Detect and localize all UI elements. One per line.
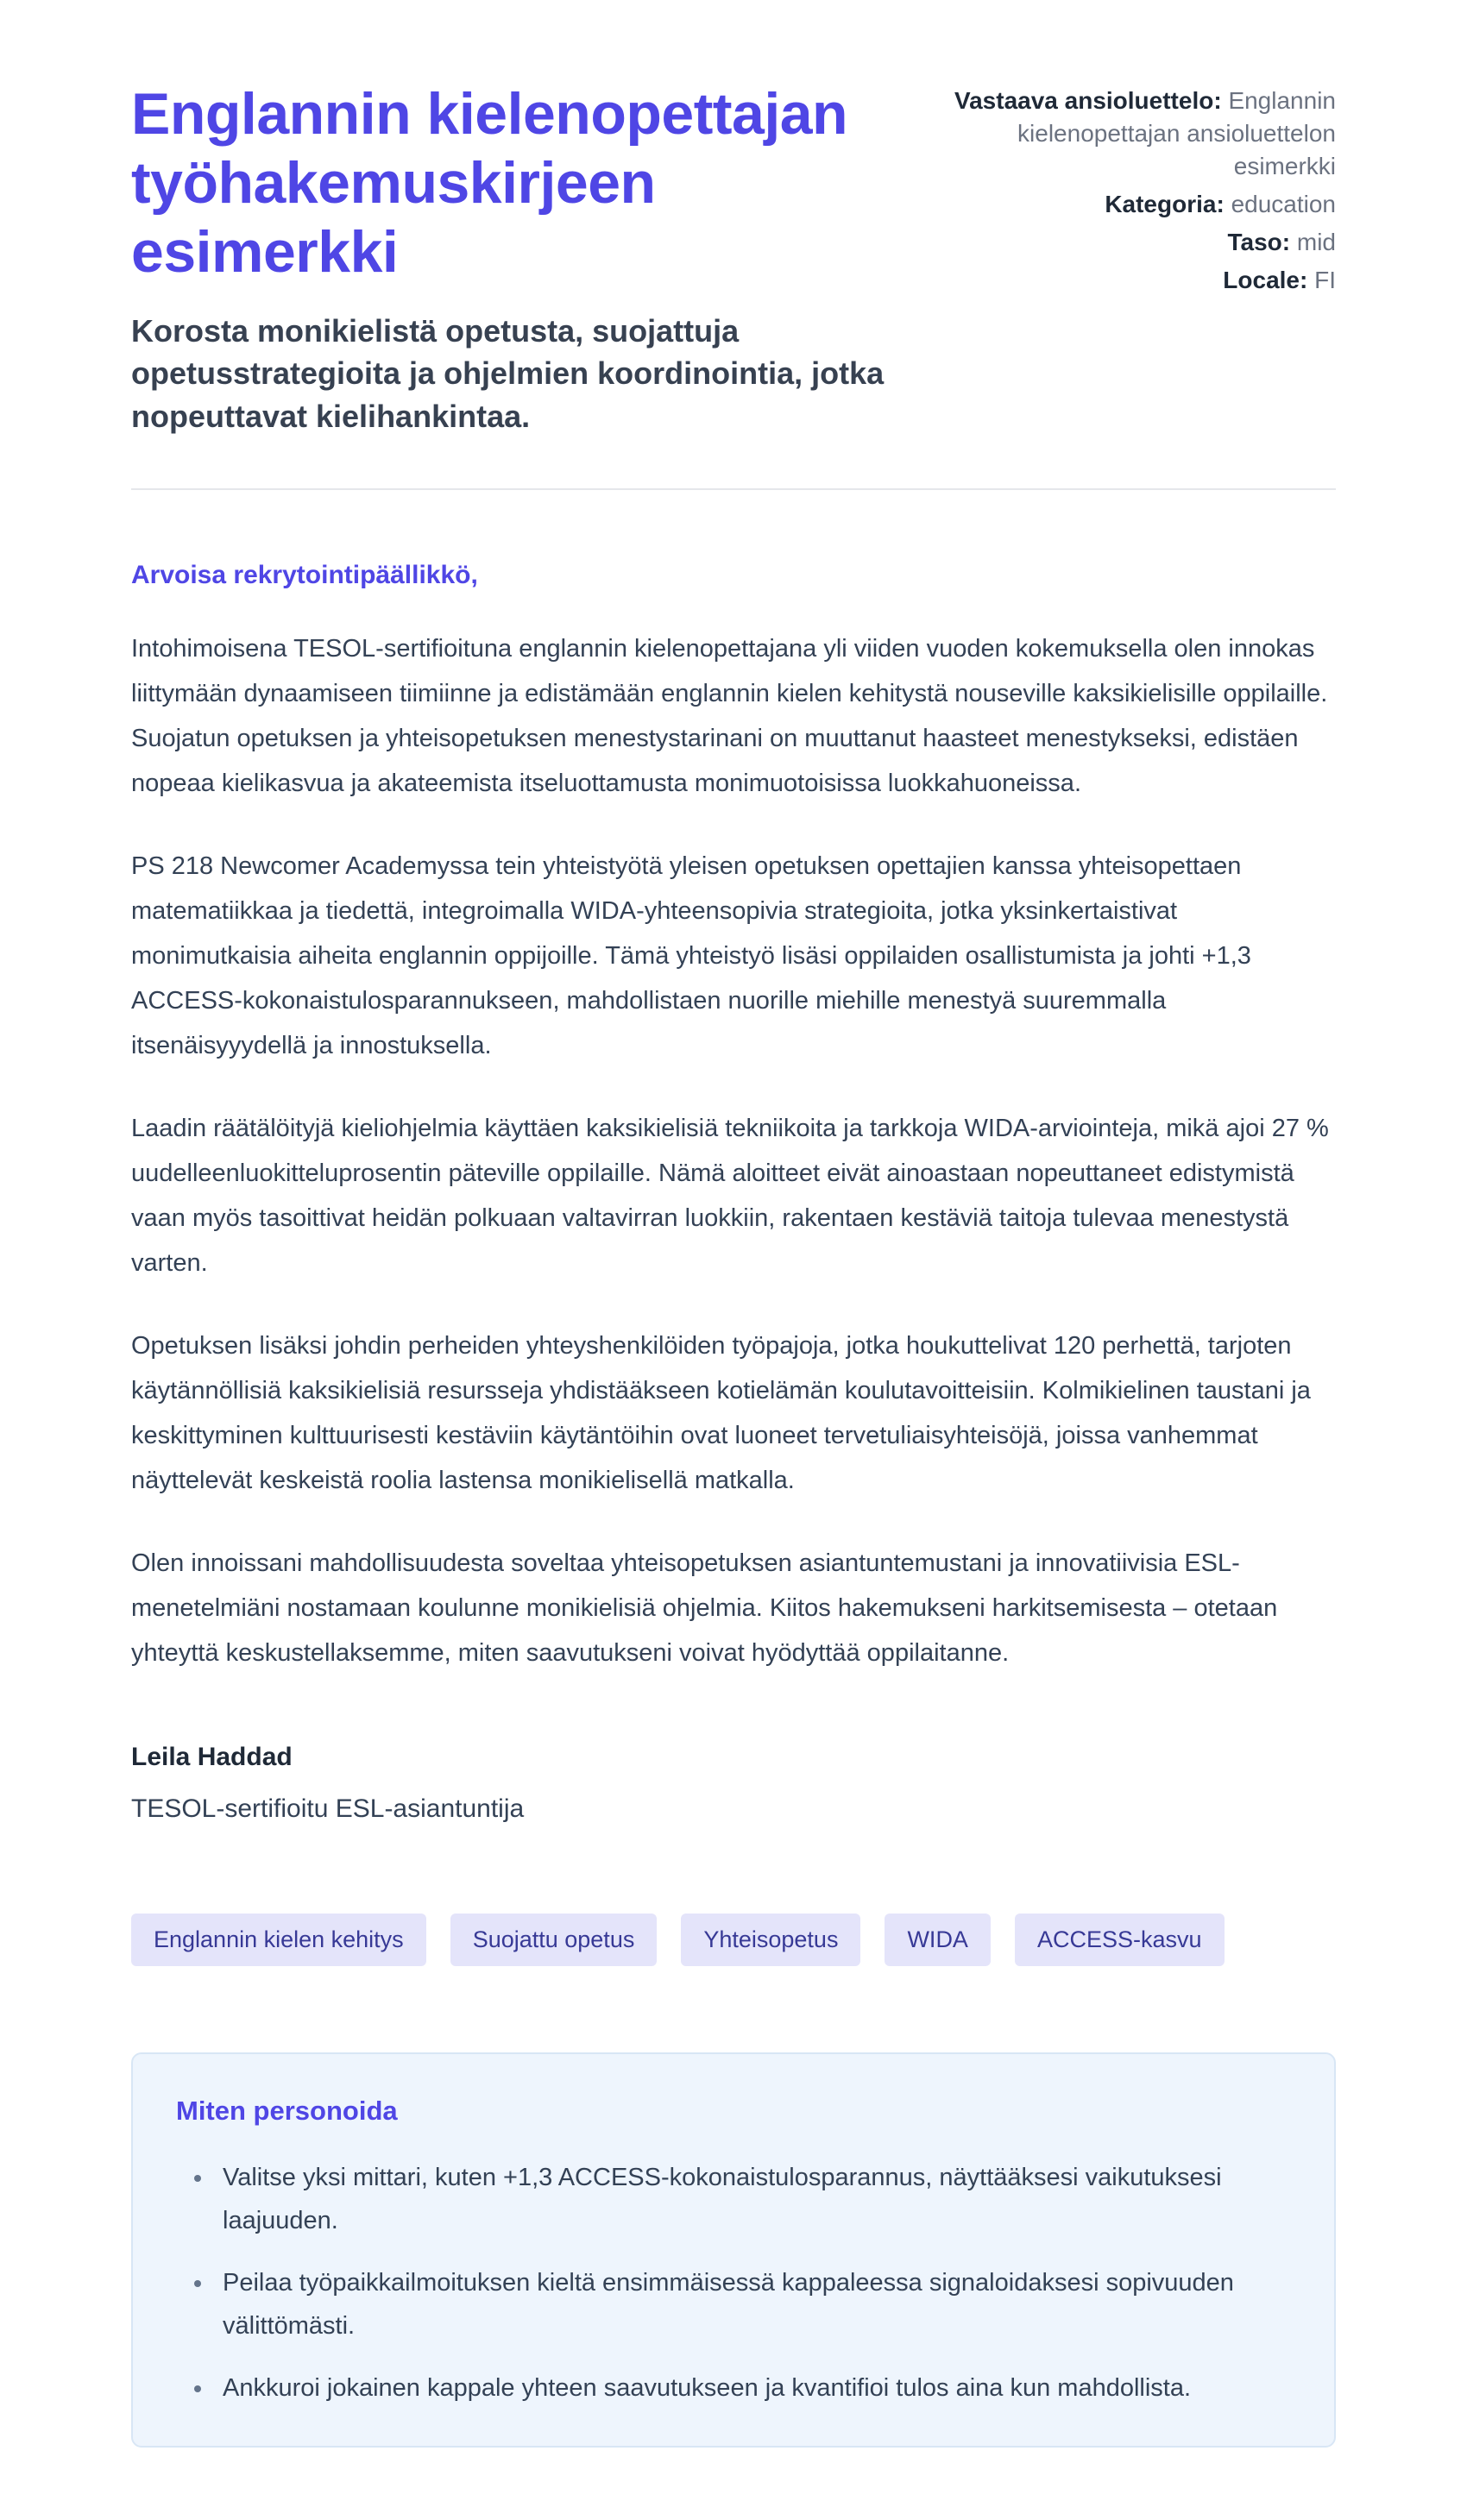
callout-item-1: • Valitse yksi mittari, kuten +1,3 ACCESS-kokonaistulosparannus, näyttääksesi vaikutuksesi laajuuden. <box>214 2156 1291 2242</box>
meta-row-level <box>939 226 1336 259</box>
header-left <box>131 79 897 438</box>
meta-value: FI <box>1314 267 1336 294</box>
meta-value: Englannin kielenopettajan ansioluettelon esimerkki <box>1017 87 1336 180</box>
meta-panel <box>939 79 1336 302</box>
salutation: Arvoisa rekrytointipäällikkö, <box>131 560 478 589</box>
meta-value: mid <box>1296 229 1336 256</box>
letter-paragraph-2: PS 218 Newcomer Academyssa tein yhteistyötä yleisen opetuksen opettajien kanssa yhteisopettaen matematiikkaa ja tiedettä, integroimalla WIDA-yhteensopivia strategioita, jotka yksinkertaistivat monimutkaisia aiheita englannin oppijoille. Tämä yhteistyö lisäsi oppilaiden osallistumista ja johti +1,3 ACCESS-kokonaistulosparannukseen, mahdollistaen nuorille miehille menestyä suuremmalla itsenäisyyydellä ja innostuksella. <box>131 852 1251 1059</box>
tag-sheltered-instruction: Suojattu opetus <box>450 1914 658 1966</box>
letter-paragraph-1: Intohimoisena TESOL-sertifioituna englannin kielenopettajana yli viiden vuoden kokemuksella olen innokas liittymään dynaamiseen tiimiinne ja edistämään englannin kielen kehitystä nouseville kaksikielisille oppilaille. Suojatun opetuksen ja yhteisopetuksen menestystarinani on muuttanut haasteet menestykseksi, edistäen nopeaa kielikasvua ja akateemista itseluottamusta monimuotoisissa luokkahuoneissa. <box>131 634 1328 797</box>
letter-paragraph-3: Laadin räätälöityjä kieliohjelmia käyttäen kaksikielisiä tekniikoita ja tarkkoja WIDA-arviointeja, mikä ajoi 27 % uudelleenluokitteluprosentin päteville oppilaille. Nämä aloitteet eivät ainoastaan nopeuttaneet edistymistä vaan myös tasoittivat heidän polkuaan valtavirran luokkiin, rakentaen kestäviä taitoja tulevaa menestystä varten. <box>131 1114 1329 1277</box>
signature-title: TESOL-sertifioitu ESL-asiantuntija <box>131 1794 525 1823</box>
callout-list <box>176 2156 1291 2410</box>
meta-label: Kategoria: <box>1105 191 1225 218</box>
divider <box>131 488 1336 490</box>
page-subtitle: Korosta monikielistä opetusta, suojattuja opetusstrategioita ja ohjelmien koordinointia, jotka nopeuttavat kielihankintaa. <box>131 312 885 435</box>
meta-label: Vastaava ansioluettelo: <box>954 87 1222 114</box>
signature-name: Leila Haddad <box>131 1742 293 1771</box>
header <box>131 79 1336 438</box>
letter-paragraph-5: Olen innoissani mahdollisuudesta soveltaa yhteisopetuksen asiantuntemustani ja innovatiivisia ESL-menetelmiäni nostamaan koulunne monikielisiä ohjelmia. Kiitos hakemukseni harkitsemisesta – otetaan yhteyttä keskustellaksemme, miten saavutukseni voivat hyödyttää oppilaitanne. <box>131 1549 1278 1667</box>
meta-label: Taso: <box>1227 229 1291 256</box>
tag-access-growth: ACCESS-kasvu <box>1015 1914 1225 1966</box>
tag-list <box>131 1914 1336 1966</box>
callout-item-2: • Peilaa työpaikkailmoituksen kieltä ensimmäisessä kappaleessa signaloidaksesi sopivuuden välittömästi. <box>214 2261 1291 2347</box>
meta-value: education <box>1231 191 1336 218</box>
callout-item-3: • Ankkuroi jokainen kappale yhteen saavutukseen ja kvantifioi tulos aina kun mahdollista. <box>214 2366 1291 2410</box>
cover-letter <box>131 561 1336 1824</box>
meta-row-matching-resume <box>939 85 1336 183</box>
letter-paragraph-4: Opetuksen lisäksi johdin perheiden yhteyshenkilöiden työpajoja, jotka houkuttelivat 120 perhettä, tarjoten käytännöllisiä kaksikielisiä resursseja yhdistääkseen kotielämän koulutavoitteisiin. Kolmikielinen taustani ja keskittyminen kulttuurisesti kestäviin käytäntöihin ovat luoneet tervetuliaisyhteisöjä, joissa vanhemmat näyttelevät keskeistä roolia lastensa monikielisellä matkalla. <box>131 1331 1311 1494</box>
meta-row-category <box>939 188 1336 221</box>
tag-wida: WIDA <box>885 1914 991 1966</box>
meta-label: Locale: <box>1223 267 1308 294</box>
tag-english-language-development: Englannin kielen kehitys <box>131 1914 426 1966</box>
page-title: Englannin kielenopettajan työhakemuskirjeen esimerkki <box>131 81 848 286</box>
callout-title: Miten personoida <box>176 2095 398 2126</box>
personalization-callout <box>131 2052 1336 2448</box>
tag-co-teaching: Yhteisopetus <box>681 1914 860 1966</box>
meta-row-locale <box>939 264 1336 297</box>
